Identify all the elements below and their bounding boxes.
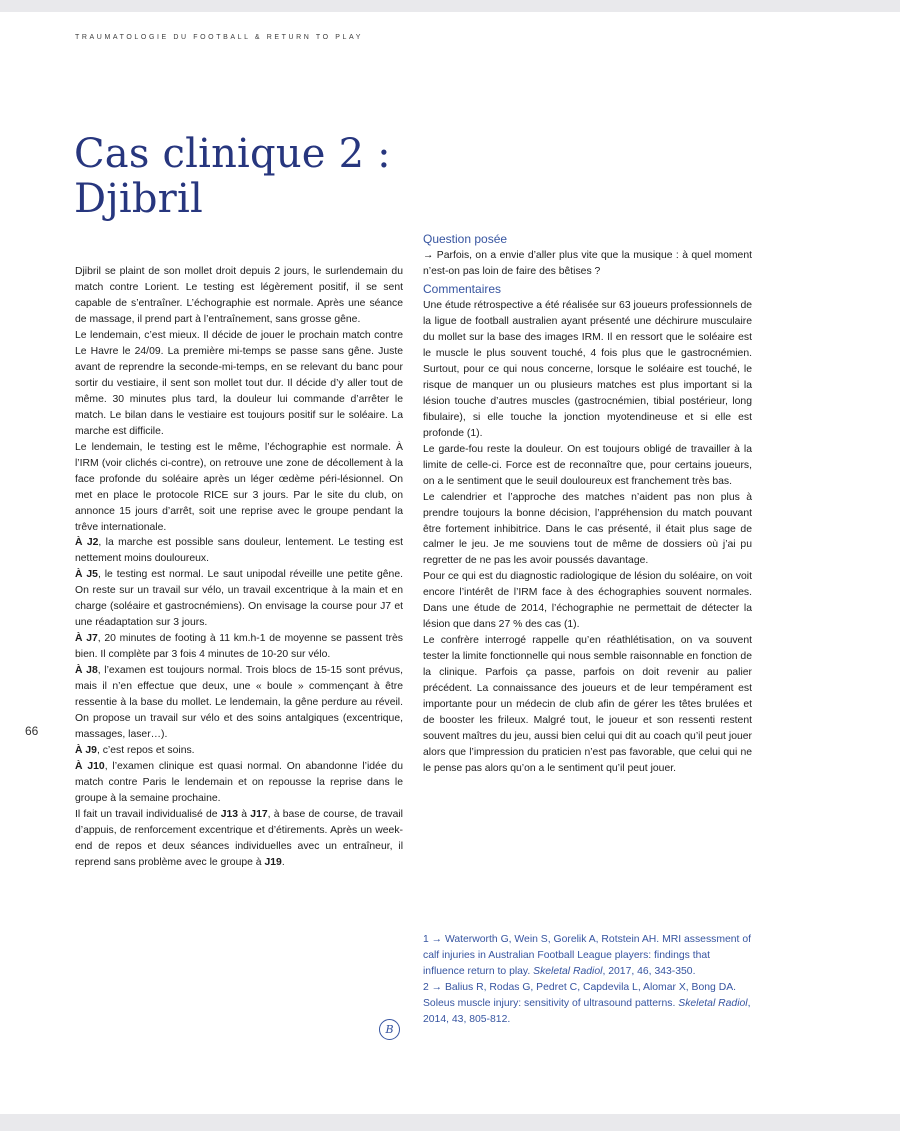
- footnote-text: , 2014, 43, 805-812.: [423, 998, 751, 1025]
- day-label: À J8: [75, 665, 98, 677]
- paragraph: Pour ce qui est du diagnostic radiologique de lésion du soléaire, on voit encore l’intérêt de l’IRM face à des échographies souvent normales. Dans une étude de 2014, l’échographie ne permettait de détecter la lésion que dans 27 % des cas (1).: [423, 571, 752, 631]
- commentary-column: [423, 230, 752, 777]
- day-label: À J10: [75, 761, 105, 773]
- day-label: J19: [264, 856, 282, 868]
- paragraph-text: , à base de course, de travail d’appuis, de renforcement excentrique et d’étirements. Après un week-end de repos et deux séances individuelles avec un entraîneur, il reprend sans problème avec le groupe à: [75, 808, 403, 868]
- document-page: [0, 12, 900, 1114]
- footnotes: [423, 932, 753, 1028]
- paragraph: [75, 663, 403, 743]
- footnote-text: , 2017, 46, 343-350.: [602, 966, 696, 977]
- publisher-logo-icon: B: [379, 1019, 400, 1040]
- paragraph: Le garde-fou reste la douleur. On est toujours obligé de travailler à la limite de celle-ci. Force est de reconnaître que, pour certains joueurs, on a le sentiment que le seuil douloureux est franchement très bas.: [423, 443, 752, 487]
- day-label: J13: [220, 808, 239, 820]
- paragraph: Le confrère interrogé rappelle qu’en réathlétisation, on va souvent tester la limite fonctionnelle qui nous semble raisonnable en fonction de la clinique. Parfois ça passe, parfois on doit revenir au palier précédent. La connaissance des joueurs et de leur tempérament est importante pour un médecin de club afin de gérer les têtes brulées et de booster les frileux. Malgré tout, le joueur et son ressenti restent souvent maîtres du jeu, aussi bien celui qui dit au coach qu’il peut jouer alors que l’impression du praticien n’est pas favorable, que celui qui ne le pense pas alors qu’on a le sentiment qu’il peut jouer.: [423, 635, 752, 775]
- paragraph: [75, 759, 403, 807]
- title-line-2: Djibril: [74, 176, 203, 222]
- day-label: J17: [250, 808, 268, 820]
- day-label: À J5: [75, 569, 98, 581]
- footnote: [423, 932, 753, 980]
- paragraph-text: à: [238, 808, 251, 820]
- journal-name: Skeletal Radiol: [533, 966, 603, 977]
- day-label: À J2: [75, 537, 99, 549]
- paragraph: Le calendrier et l’approche des matches n’aident pas non plus à prendre toujours la bonne décision, l’appréhension du match pouvant être fortement inhibitrice. Dans le cas présenté, il était plus sage de calmer le jeu. Je me souviens tout de même de dossiers où j’ai pu regretter de ne pas les avoir poussés davantage.: [423, 491, 752, 567]
- day-label: À J9: [75, 745, 97, 757]
- running-head: TRAUMATOLOGIE DU FOOTBALL & RETURN TO PLAY: [75, 34, 363, 41]
- day-label: À J7: [75, 633, 98, 645]
- footnote: [423, 980, 753, 1028]
- paragraph: [75, 807, 403, 871]
- paragraph: [75, 567, 403, 631]
- footnote-text: 2 → Balius R, Rodas G, Pedret C, Capdevila L, Alomar X, Bong DA. Soleus muscle injury: sensitivity of ultrasound patterns.: [423, 982, 737, 1009]
- paragraph-text: , le testing est normal. Le saut unipodal réveille une petite gêne. On reste sur un travail sur vélo, un travail excentrique à la main et en charge (soléaire et gastrocnémiens). On envisage la course pour J7 et une réadaptation sur 3 jours.: [75, 569, 403, 629]
- paragraph-text: , l’examen clinique est quasi normal. On abandonne l’idée du match contre Paris le lendemain et on repousse la reprise dans le groupe à la semaine prochaine.: [75, 761, 403, 804]
- case-description-column: [75, 264, 403, 871]
- paragraph-text: Il fait un travail individualisé de: [75, 808, 221, 820]
- paragraph-text: , la marche est possible sans douleur, lentement. Le testing est nettement moins douloureux.: [75, 537, 404, 565]
- paragraph: Le lendemain, c’est mieux. Il décide de jouer le prochain match contre Le Havre le 24/09. La première mi-temps se passe sans gêne. Juste avant de reprendre la seconde-mi-temps, en se relevant du banc pour sortir du vestiaire, il sent son mollet tout dur. Il décide d’y aller tout de même. 30 minutes plus tard, la douleur lui commande d’arrêter le match. Le bilan dans le vestiaire est toujours positif sur le soléaire. La marche est difficile.: [75, 329, 403, 437]
- page-title: [74, 132, 391, 222]
- paragraph: Djibril se plaint de son mollet droit depuis 2 jours, le surlendemain du match contre Lorient. Le testing est légèrement positif, il se sent capable de s’entraîner. L’échographie est normale. Après une séance de massage, il prend part à l’entraînement, sans grosse gêne.: [75, 266, 403, 325]
- page-number: 66: [25, 724, 39, 738]
- paragraph: [75, 743, 403, 759]
- paragraph-text: , 20 minutes de footing à 11 km.h-1 de moyenne se passent très bien. Il complète par 3 fois 4 minutes de 10-20 sur vélo.: [75, 633, 403, 661]
- question-text: → Parfois, on a envie d’aller plus vite que la musique : à quel moment n’est-on pas loin de faire des bêtises ?: [423, 250, 752, 277]
- footnote-text: 1 → Waterworth G, Wein S, Gorelik A, Rotstein AH. MRI assessment of calf injuries in Australian Football League players: findings that influence return to play.: [423, 934, 751, 977]
- comments-heading: Commentaires: [423, 281, 502, 296]
- question-heading: Question posée: [423, 232, 508, 246]
- paragraph: Une étude rétrospective a été réalisée sur 63 joueurs professionnels de la ligue de football australien ayant présenté une déchirure musculaire du mollet sur la base des images IRM. Il en ressort que le soléaire est le muscle le plus souvent touché, 4 fois plus que le gastrocnémien. Surtout, pour ce qui nous concerne, lorsque le soléaire est touché, le risque de manquer un ou plusieurs matches est plus important si la lésion touche d’autres muscles (gastrocnémien, tibial postérieur, long fibulaire), si elle touche la jonction myotendineuse et si elle est profonde (1).: [423, 299, 752, 439]
- journal-name: Skeletal Radiol: [678, 998, 748, 1009]
- paragraph-text: .: [281, 856, 285, 868]
- paragraph-text: , c’est repos et soins.: [96, 745, 195, 757]
- paragraph: [75, 535, 403, 567]
- paragraph: [75, 631, 403, 663]
- paragraph-text: , l’examen est toujours normal. Trois blocs de 15-15 sont prévus, mais il n’en effectue que deux, une « boule » commençant à être ressentie à la base du mollet. Le lendemain, la gêne perdure au réveil. On propose un travail sur vélo et des soins antalgiques (excentrique, massages, laser…).: [75, 665, 403, 741]
- title-line-1: Cas clinique 2 :: [74, 131, 391, 177]
- paragraph: Le lendemain, le testing est le même, l’échographie est normale. À l’IRM (voir clichés ci-contre), on retrouve une zone de décollement à la face profonde du soléaire après un léger œdème péri-lésionnel. On met en place le protocole RICE sur 3 jours. Par le site du club, on annonce 15 jours d’arrêt, soit une reprise avec le groupe pendant la trêve internationale.: [75, 441, 403, 533]
